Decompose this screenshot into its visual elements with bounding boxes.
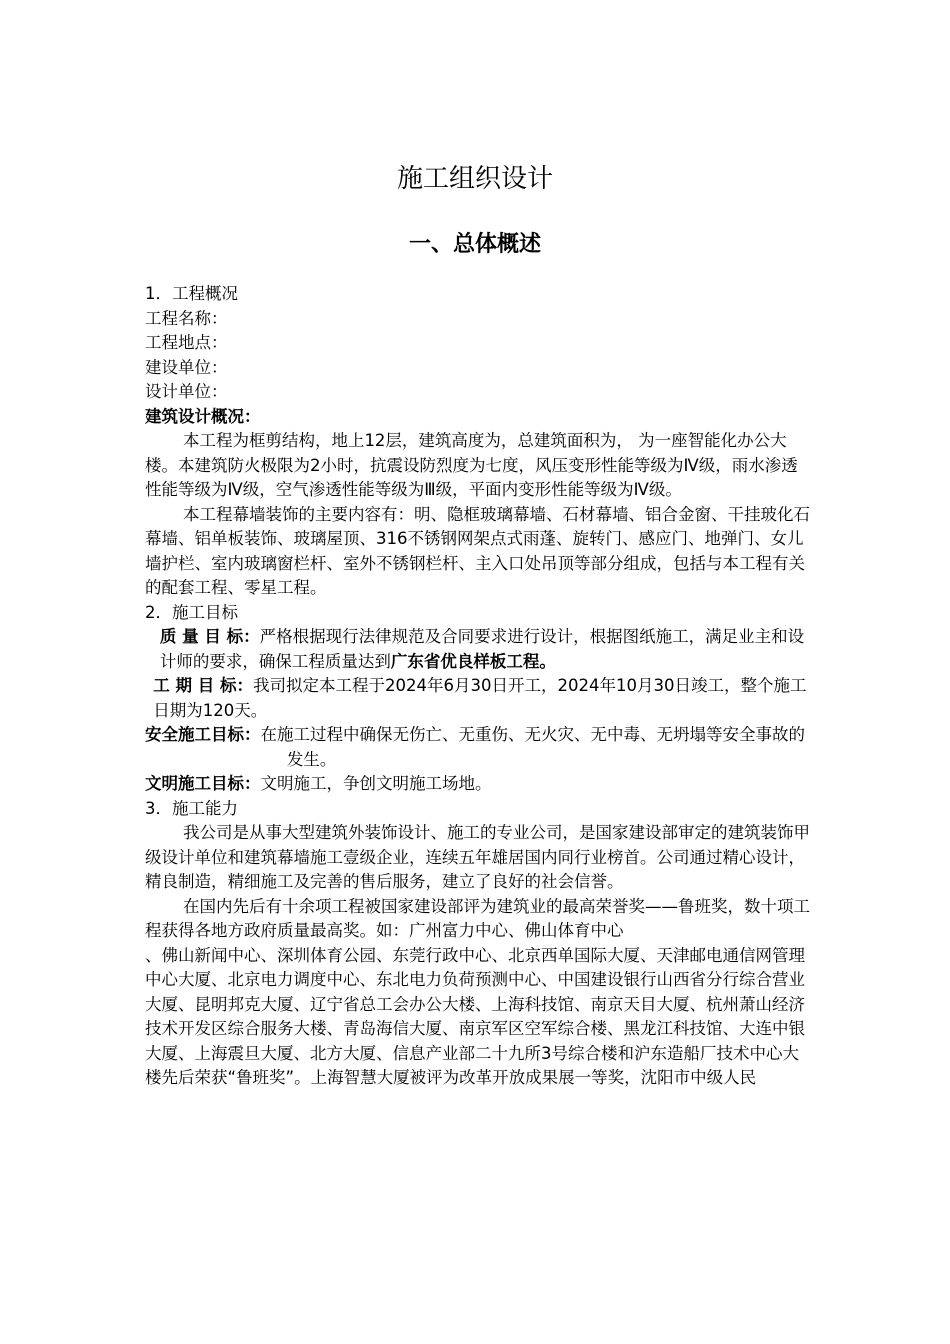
civil-goal-text: 文明施工，争创文明施工场地。: [260, 774, 492, 793]
safety-goal-label: 安全施工目标：: [145, 725, 261, 744]
goals-heading: 2．施工目标: [145, 602, 238, 622]
overview-paragraph-1: 本工程为框剪结构，地上12层，建筑高度为，总建筑面积为， 为一座智能化办公大楼。本建筑防火极限为2小时，抗震设防烈度为七度，风压变形性能等级为Ⅳ级，雨水渗透性能等级为Ⅳ级，空气渗透性能等级为Ⅲ级，平面内变形性能等级为Ⅳ级。: [145, 431, 798, 499]
safety-goal-text: 在施工过程中确保无伤亡、无重伤、无火灾、无中毒、无坍塌等安全事故的发生。: [260, 725, 805, 769]
civil-goal-label: 文明施工目标：: [145, 774, 261, 793]
schedule-goal-label: 工 期 目 标：: [153, 676, 253, 695]
project-site-field: 工程地点：: [145, 333, 228, 352]
capability-paragraph-3: 、佛山新闻中心、深圳体育公园、东莞行政中心、北京西单国际大厦、天津邮电通信网管理中心大厦、北京电力调度中心、东北电力负荷预测中心、中国建设银行山西省分行综合营业大厦、昆明邦克大厦、辽宁省总工会办公大楼、上海科技馆、南京天目大厦、杭州萧山经济技术开发区综合服务大楼、青岛海信大厦、南京军区空军综合楼、黑龙江科技馆、大连中银大厦、上海震旦大厦、北方大厦、信息产业部二十九所3号综合楼和沪东造船厂技术中心大楼先后荣获“鲁班奖”。上海智慧大厦被评为改革开放成果展一等奖，沈阳市中级人民: [145, 945, 805, 1087]
capability-paragraph-1: 我公司是从事大型建筑外装饰设计、施工的专业公司，是国家建设部审定的建筑装饰甲级设计单位和建筑幕墙施工壹级企业，连续五年雄居国内同行业榜首。公司通过精心设计，精良制造，精细施工及完善的售后服务，建立了良好的社会信誉。: [145, 823, 810, 891]
section-heading: 一、总体概述: [408, 232, 541, 257]
owner-field: 建设单位：: [145, 357, 228, 377]
quality-goal-text: 严格根据现行法律规范及合同要求进行设计，根据图纸施工，满足业主和设计师的要求，确保工程质量达到: [159, 627, 805, 671]
capability-paragraph-2: 在国内先后有十余项工程被国家建设部评为建筑业的最高荣誉奖——鲁班奖，数十项工程获得各地方政府质量最高奖。如：广州富力中心、佛山体育中心: [145, 896, 810, 940]
project-name-field: 工程名称：: [145, 308, 228, 328]
document-title: 施工组织设计: [396, 164, 553, 194]
overview-paragraph-2: 本工程幕墙装饰的主要内容有：明、隐框玻璃幕墙、石材幕墙、铝合金窗、干挂玻化石幕墙、铝单板装饰、玻璃屋顶、316不锈钢网架点式雨蓬、旋转门、感应门、地弹门、女儿墙护栏、室内玻璃窗栏杆、室外不锈钢栏杆、主入口处吊顶等部分组成，包括与本工程有关的配套工程、零星工程。: [145, 504, 810, 597]
designer-field: 设计单位：: [145, 382, 228, 401]
quality-goal-label: 质 量 目 标：: [159, 627, 260, 646]
safety-goal: [145, 723, 810, 772]
document-body: [145, 282, 810, 1091]
quality-goal-emphasis: 广东省优良样板工程。: [390, 651, 556, 671]
civil-goal: [145, 772, 810, 797]
schedule-goal: [145, 674, 810, 723]
overview-heading: 1．工程概况: [145, 284, 238, 303]
schedule-goal-text: 我司拟定本工程于2024年6月30日开工，2024年10月30日竣工，整个施工日期为120天。: [153, 676, 807, 720]
design-overview-heading: 建筑设计概况：: [145, 406, 261, 426]
capability-heading: 3．施工能力: [145, 798, 238, 818]
quality-goal: [145, 625, 810, 674]
